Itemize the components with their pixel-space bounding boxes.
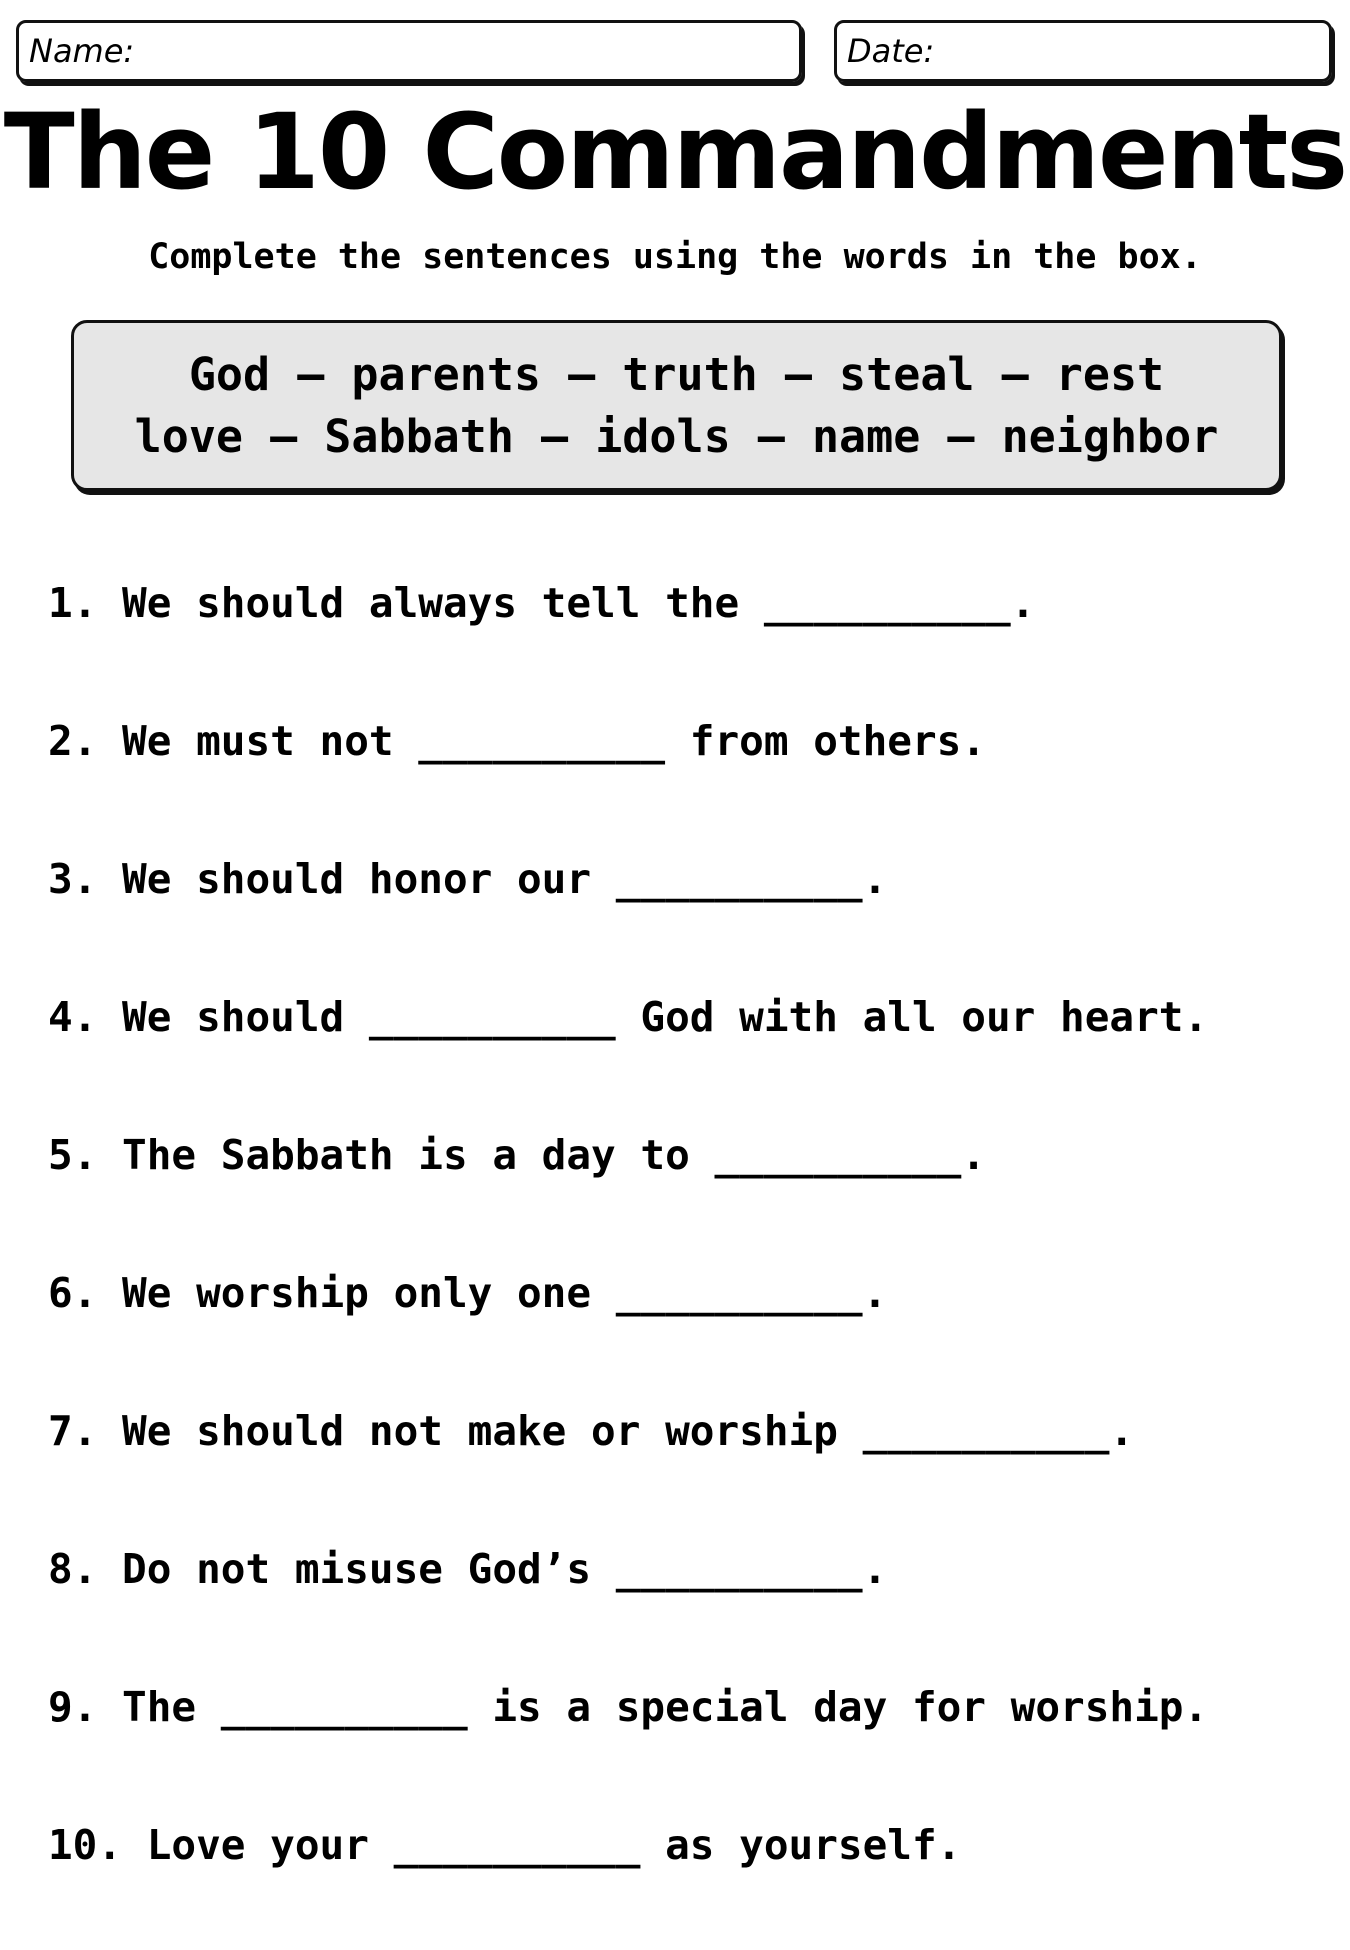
name-field[interactable] [16, 20, 802, 82]
question-8[interactable]: 8. Do not misuse God’s __________. [48, 1545, 888, 1593]
question-3[interactable]: 3. We should honor our __________. [48, 855, 888, 903]
question-7[interactable]: 7. We should not make or worship __________. [48, 1407, 1135, 1455]
question-list [48, 570, 1338, 1950]
date-label: Date: [847, 32, 935, 70]
date-field[interactable] [834, 20, 1332, 82]
question-5[interactable]: 5. The Sabbath is a day to __________. [48, 1131, 986, 1179]
question-4[interactable]: 4. We should __________ God with all our heart. [48, 993, 1209, 1041]
question-9[interactable]: 9. The __________ is a special day for worship. [48, 1683, 1209, 1731]
question-2[interactable]: 2. We must not __________ from others. [48, 717, 986, 765]
page-title: The 10 Commandments [3, 91, 1347, 213]
question-1[interactable]: 1. We should always tell the __________. [48, 579, 1036, 627]
word-bank [71, 320, 1282, 491]
name-label: Name: [29, 32, 135, 70]
word-bank-line-1: God – parents – truth – steal – rest [188, 347, 1165, 401]
question-10[interactable]: 10. Love your __________ as yourself. [48, 1821, 962, 1869]
question-6[interactable]: 6. We worship only one __________. [48, 1269, 888, 1317]
instructions: Complete the sentences using the words in the box. [148, 237, 1202, 277]
word-bank-line-2: love – Sabbath – idols – name – neighbor [134, 409, 1219, 463]
